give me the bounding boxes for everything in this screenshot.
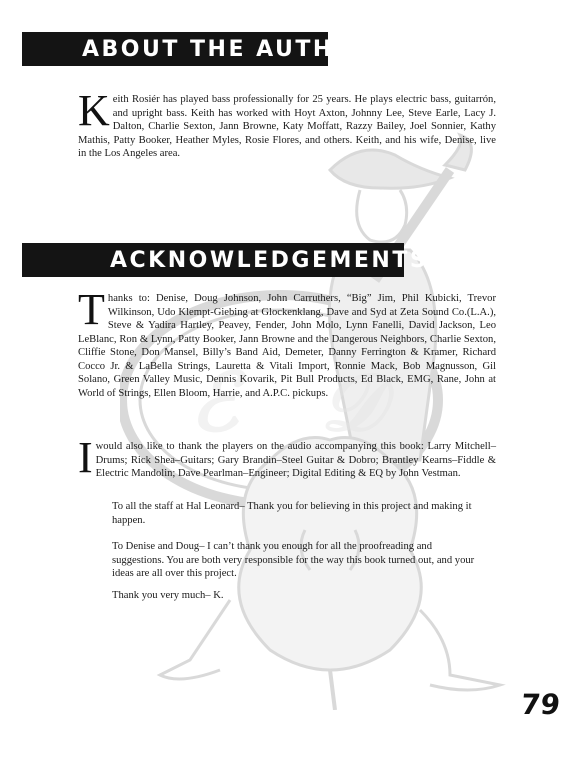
thanks-body: hanks to: Denise, Doug Johnson, John Carruthers, “Big” Jim, Phil Kubicki, Trevor Wilkinson, Udo Klempt-Giebing at Glockenklang, Dave and Syd at Zeta Sound Co.(L.A.), Steve & Yadira Hartley, Peavey, Fender, John Molo, Lynn Fanelli, David Jackson, Leo LeBlanc, Ron & Lynn, Patty Booker, Jann Browne and the Dangerous Neighbors, Charlie Sexton, Cliffie Stone, Don Mansel, Billy’s Band Aid, Demeter, Danny Ferrington & Kramer, Richard Cocco Jr. & LaBella Strings, Lauretta & Vitali Import, Ronnie Mack, Bob Magnusson, Gil Solano, Green Valley Music, Dennis Kovarik, Pit Bull Products, Ed Black, EMG, Rane, John at World of Strings, Ellen Bloom, Harrie, and A.P.C. pickups. xyxy=(78,293,496,399)
cowboy-bassist-illustration xyxy=(120,130,560,710)
note-staff: To all the staff at Hal Leonard– Thank you for believing in this project and making it happen. xyxy=(112,501,472,526)
thanks-dropcap: T xyxy=(78,285,105,334)
about-body: eith Rosiér has played bass professionally for 25 years. He plays electric bass, guitarrón, and upright bass. Keith has worked with Hoyt Axton, Johnny Lee, Steve Earle, Lacy J. Dalton, Charlie Sexton, Jann Browne, Katy Moffatt, Razzy Bailey, Joel Sonnier, Kathy Mathis, Patty Booker, Heather Myles, Rosie Flores, and others. Keith, and his wife, Denise, live in the Los Angeles area. xyxy=(78,94,496,159)
svg-text:ℰ: ℰ xyxy=(190,355,239,449)
acknowledgements-banner xyxy=(22,243,429,277)
players-paragraph xyxy=(78,433,496,482)
about-heading: ABOUT THE AUTHOR xyxy=(82,36,375,62)
players-dropcap: I xyxy=(78,433,93,482)
note-denise: To Denise and Doug– I can’t thank you enough for all the proofreading and suggestions. You are both very responsible for the way this book turned out, and your ideas are all over this project. xyxy=(112,541,475,579)
page-number: 79 xyxy=(519,688,562,721)
about-paragraph xyxy=(78,86,496,161)
thanks-paragraph xyxy=(78,285,496,400)
note-signoff: Thank you very much– K. xyxy=(112,590,224,601)
about-dropcap: K xyxy=(78,86,110,135)
players-body: would also like to thank the players on the audio accompanying this book: Larry Mitchell–Drums; Rick Shea–Guitars; Gary Brandin–Steel Guitar & Dobro; Brantley Kearns–Fiddle & Electric Mandolin; Dave Pearlman–Engineer; Digital Editing & EQ by John Vestman. xyxy=(95,441,496,479)
svg-text:𝒟: 𝒟 xyxy=(320,355,384,449)
acknowledgements-heading: ACKNOWLEDGEMENTS xyxy=(110,247,429,273)
about-the-author-banner xyxy=(22,32,375,66)
